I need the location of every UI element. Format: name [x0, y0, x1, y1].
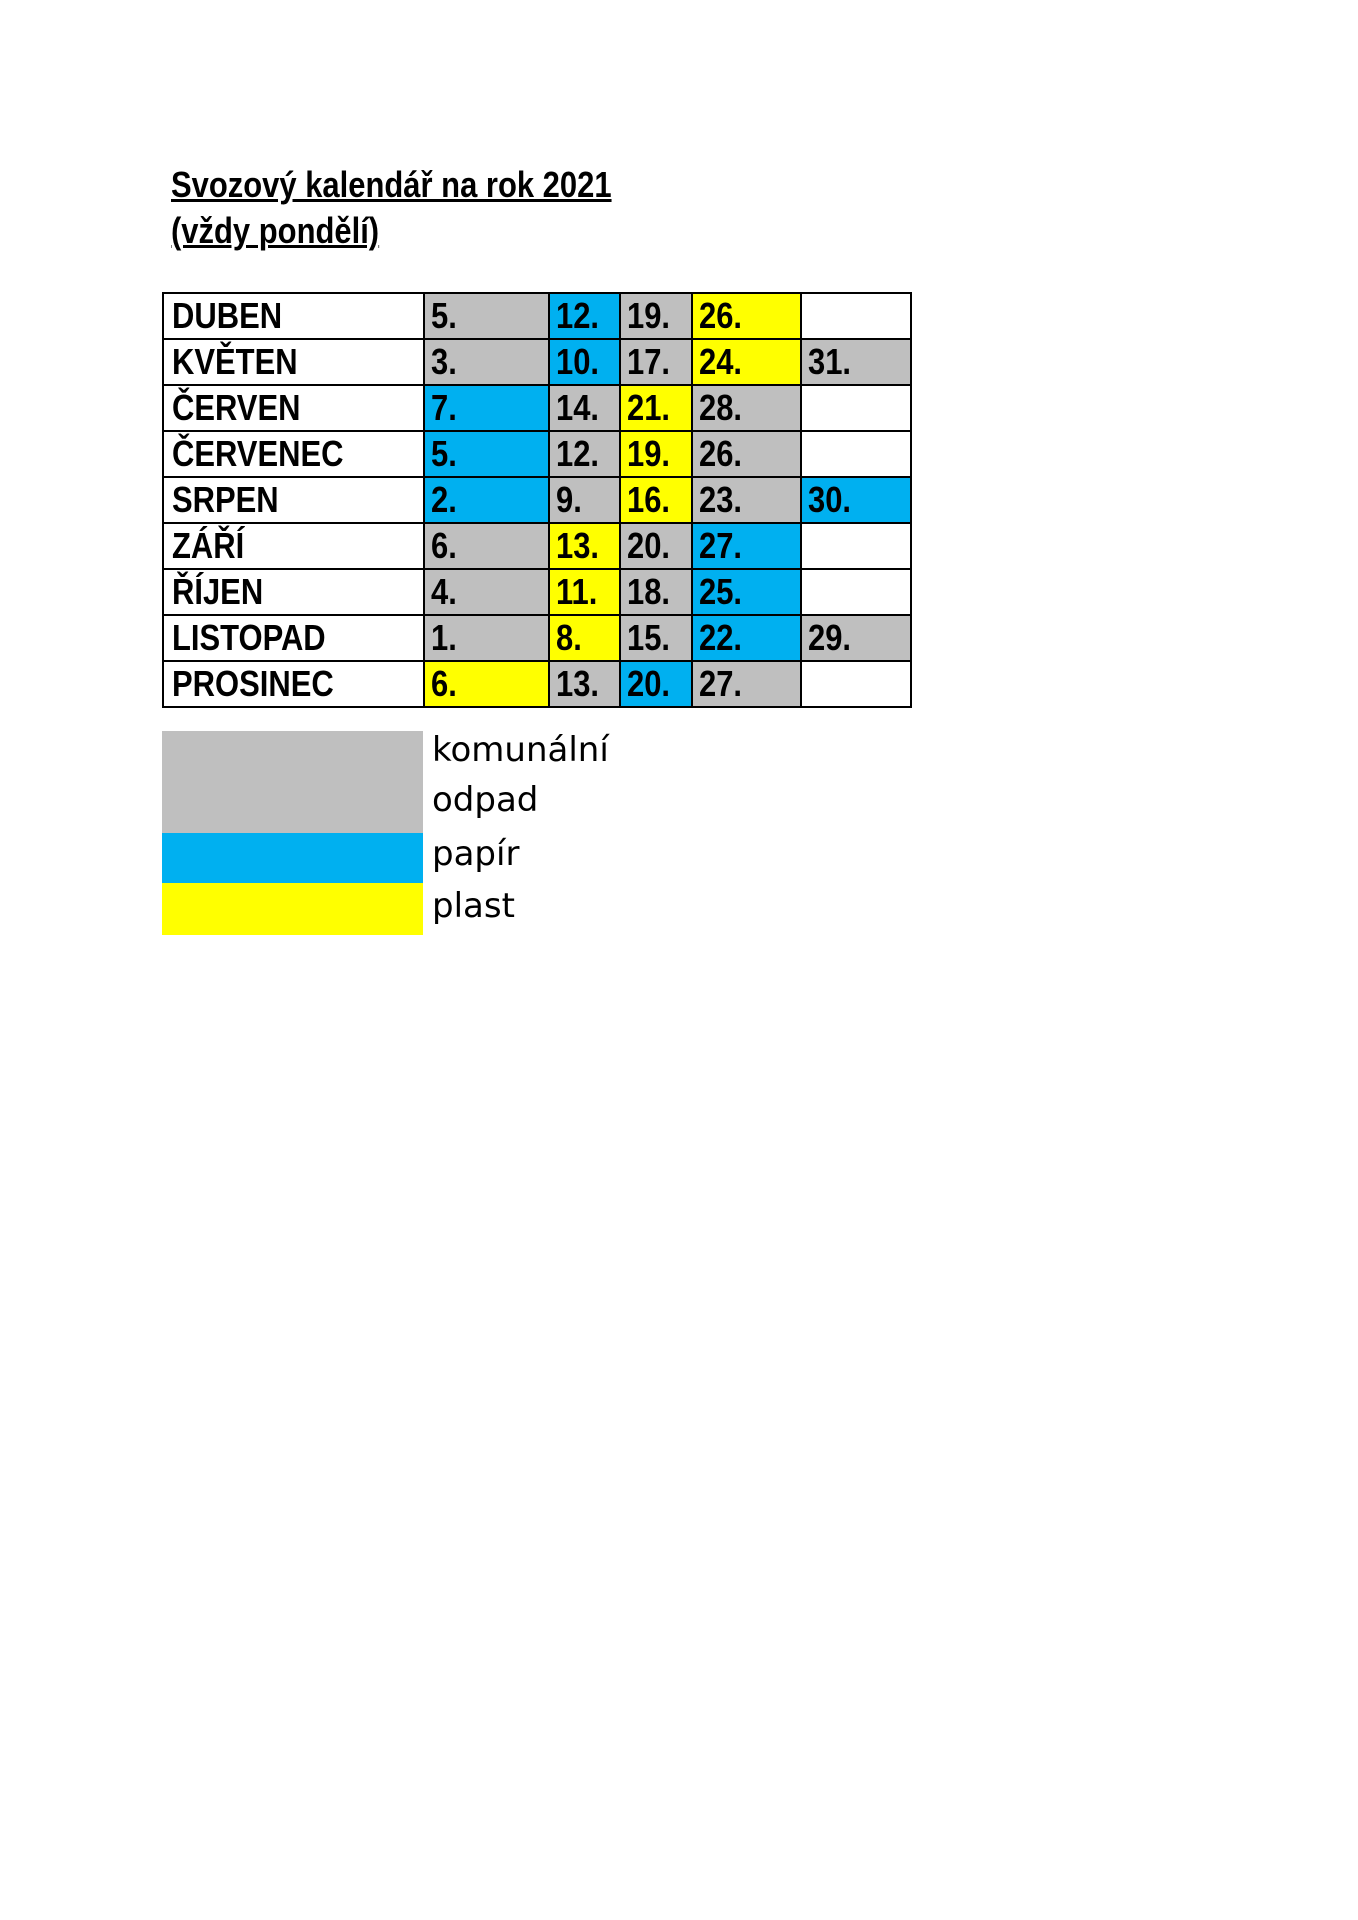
day-label: 29. [808, 617, 852, 658]
day-cell [424, 477, 549, 523]
day-label: 9. [556, 479, 582, 520]
table-row [163, 385, 911, 431]
day-label: 13. [556, 525, 600, 566]
page-title: Svozový kalendář na rok 2021 [171, 164, 612, 205]
month-label: PROSINEC [172, 663, 334, 704]
day-label: 19. [627, 295, 671, 336]
month-name [163, 385, 424, 431]
legend-label-gray-line1: komunální [432, 730, 609, 770]
day-cell [424, 661, 549, 707]
table-row [163, 661, 911, 707]
day-label: 26. [699, 433, 743, 474]
day-label: 27. [699, 525, 743, 566]
legend-swatch-gray [162, 731, 423, 833]
day-cell [424, 569, 549, 615]
day-cell [549, 339, 620, 385]
day-cell [549, 385, 620, 431]
day-label: 4. [431, 571, 457, 612]
day-label: 31. [808, 341, 852, 382]
day-cell [801, 431, 911, 477]
day-cell [424, 523, 549, 569]
day-label: 30. [808, 479, 852, 520]
day-cell [620, 523, 692, 569]
day-cell [549, 569, 620, 615]
table-row [163, 477, 911, 523]
day-cell [620, 477, 692, 523]
day-cell [692, 615, 801, 661]
day-label: 5. [431, 295, 457, 336]
month-label: ZÁŘÍ [172, 525, 245, 566]
day-cell [424, 293, 549, 339]
month-name [163, 569, 424, 615]
day-cell [801, 615, 911, 661]
day-cell [692, 339, 801, 385]
day-cell [801, 661, 911, 707]
day-cell [549, 293, 620, 339]
legend-swatch-yellow [162, 883, 423, 935]
day-cell [692, 661, 801, 707]
table-row [163, 293, 911, 339]
day-cell [801, 523, 911, 569]
day-cell [801, 339, 911, 385]
legend-item-papir [162, 833, 762, 883]
day-label: 25. [699, 571, 743, 612]
month-label: ŘÍJEN [172, 571, 264, 612]
day-cell [620, 339, 692, 385]
day-label: 18. [627, 571, 671, 612]
page-subtitle: (vždy pondělí) [171, 210, 380, 251]
day-label: 19. [627, 433, 671, 474]
table-row [163, 523, 911, 569]
day-label: 12. [556, 295, 600, 336]
table-row [163, 615, 911, 661]
day-label: 10. [556, 341, 600, 382]
day-label: 15. [627, 617, 671, 658]
day-cell [692, 431, 801, 477]
month-label: KVĚTEN [172, 341, 298, 382]
day-label: 20. [627, 663, 671, 704]
day-label: 8. [556, 617, 582, 658]
day-cell [424, 339, 549, 385]
month-name [163, 523, 424, 569]
day-label: 12. [556, 433, 600, 474]
month-label: ČERVEN [172, 387, 301, 428]
day-label: 13. [556, 663, 600, 704]
month-name [163, 339, 424, 385]
day-label: 26. [699, 295, 743, 336]
day-cell [801, 385, 911, 431]
day-label: 6. [431, 525, 457, 566]
month-name [163, 477, 424, 523]
day-cell [801, 293, 911, 339]
day-cell [424, 431, 549, 477]
legend-item-komunalni-odpad [162, 731, 762, 833]
day-cell [692, 523, 801, 569]
table-row [163, 339, 911, 385]
legend-label-blue: papír [432, 834, 520, 874]
day-cell [620, 661, 692, 707]
day-label: 3. [431, 341, 457, 382]
day-cell [692, 569, 801, 615]
day-cell [692, 385, 801, 431]
day-label: 14. [556, 387, 600, 428]
day-label: 16. [627, 479, 671, 520]
legend-item-plast [162, 883, 762, 935]
day-label: 7. [431, 387, 457, 428]
day-label: 23. [699, 479, 743, 520]
month-label: LISTOPAD [172, 617, 326, 658]
month-label: ČERVENEC [172, 433, 344, 474]
day-label: 22. [699, 617, 743, 658]
day-label: 2. [431, 479, 457, 520]
table-row [163, 431, 911, 477]
month-name [163, 293, 424, 339]
title-block [171, 162, 683, 254]
day-label: 6. [431, 663, 457, 704]
month-name [163, 661, 424, 707]
month-name [163, 615, 424, 661]
day-cell [801, 569, 911, 615]
day-cell [801, 477, 911, 523]
day-cell [549, 615, 620, 661]
month-name [163, 431, 424, 477]
day-cell [620, 293, 692, 339]
month-label: SRPEN [172, 479, 279, 520]
day-cell [424, 615, 549, 661]
day-label: 17. [627, 341, 671, 382]
collection-calendar-table [162, 292, 912, 708]
day-cell [549, 661, 620, 707]
table-row [163, 569, 911, 615]
day-label: 11. [556, 571, 598, 612]
day-label: 5. [431, 433, 457, 474]
day-cell [692, 477, 801, 523]
day-cell [620, 431, 692, 477]
month-label: DUBEN [172, 295, 283, 336]
legend-swatch-blue [162, 833, 423, 883]
day-label: 24. [699, 341, 743, 382]
day-cell [424, 385, 549, 431]
day-cell [549, 431, 620, 477]
day-label: 28. [699, 387, 743, 428]
day-cell [549, 477, 620, 523]
day-label: 27. [699, 663, 743, 704]
day-cell [620, 615, 692, 661]
day-cell [620, 385, 692, 431]
day-label: 20. [627, 525, 671, 566]
day-cell [620, 569, 692, 615]
day-label: 1. [431, 617, 457, 658]
day-label: 21. [627, 387, 671, 428]
day-cell [692, 293, 801, 339]
day-cell [549, 523, 620, 569]
legend-label-gray-line2: odpad [432, 780, 539, 820]
legend-label-yellow: plast [432, 886, 515, 926]
